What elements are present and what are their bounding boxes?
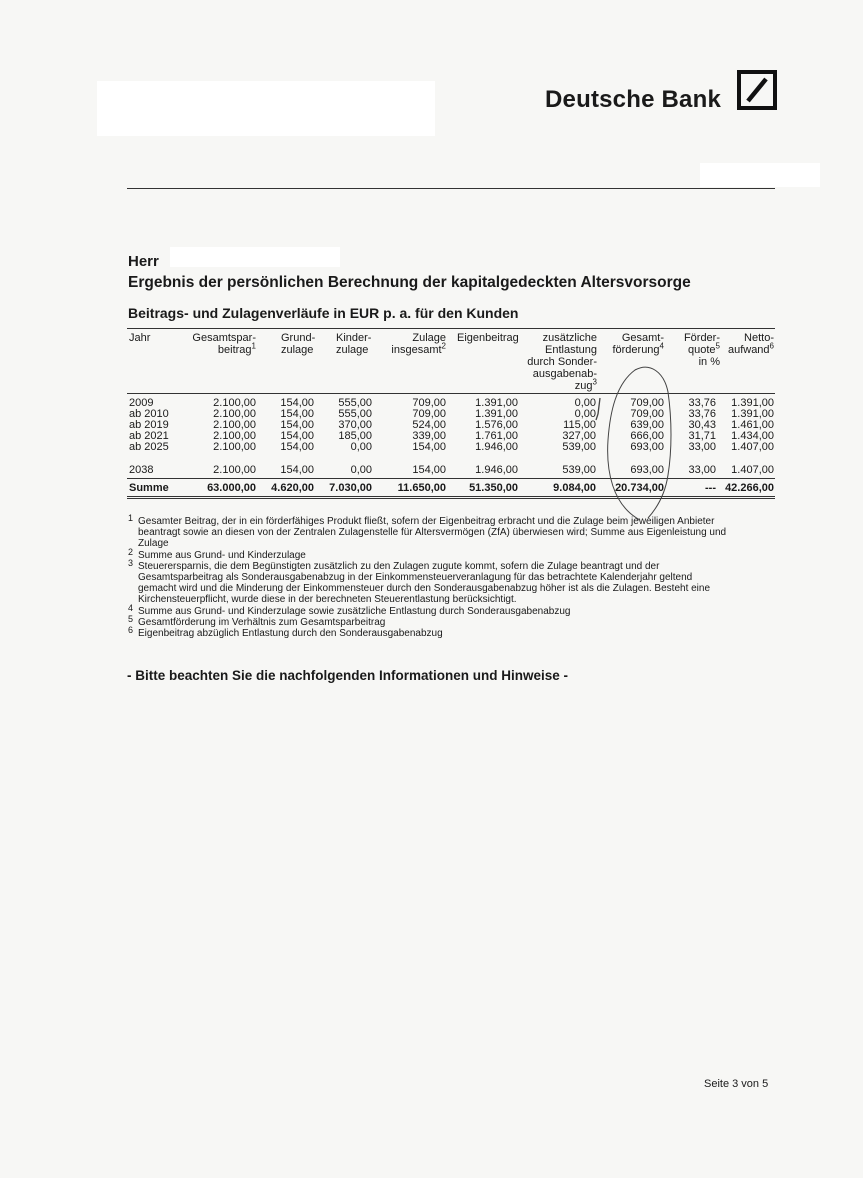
cell-gesamtfoerderung: 709,00	[630, 397, 664, 409]
header-eigenbeitrag: Eigenbeitrag	[457, 332, 519, 344]
cell-entlastung: 9.084,00	[553, 482, 596, 494]
header-jahr: Jahr	[129, 332, 151, 344]
header-text: durch Sonder-	[527, 356, 597, 368]
footnote-ref: 3	[592, 377, 597, 387]
cell-nettoaufwand: 1.461,00	[731, 419, 774, 431]
cell-zulage-insgesamt: 709,00	[412, 397, 446, 409]
cell-zulage-insgesamt: 154,00	[412, 464, 446, 476]
table-subtitle: Beitrags- und Zulagenverläufe in EUR p. a. für den Kunden	[128, 305, 519, 321]
footnote-ref: 6	[769, 341, 774, 351]
cell-kinderzulage: 7.030,00	[329, 482, 372, 494]
footnote-text: beantragt sowie an diesen von der Zentralen Zulagenstelle für Altersvermögen (ZfA) überwiesen wird; Summe aus Eigenleistung und	[138, 527, 727, 538]
cell-jahr: Summe	[129, 482, 169, 494]
page-number: Seite 3 von 5	[704, 1078, 769, 1090]
cell-entlastung: 0,00	[574, 397, 596, 409]
cell-grundzulage: 154,00	[280, 408, 314, 420]
salutation: Herr	[128, 253, 159, 270]
footnote-number: 5	[128, 614, 134, 624]
cell-eigenbeitrag: 1.391,00	[475, 397, 518, 409]
cell-gesamtsparbeitrag: 2.100,00	[213, 397, 256, 409]
header-text: beitrag	[217, 344, 252, 356]
cell-jahr: ab 2025	[129, 441, 169, 453]
footnote-ref: 1	[251, 341, 256, 351]
cell-kinderzulage: 555,00	[338, 408, 372, 420]
cell-gesamtsparbeitrag: 2.100,00	[213, 419, 256, 431]
cell-gesamtsparbeitrag: 2.100,00	[213, 430, 256, 442]
header-text: Förder-	[683, 332, 720, 344]
footnote-number: 1	[128, 513, 134, 523]
cell-eigenbeitrag: 51.350,00	[469, 482, 518, 494]
footnote-text: gemacht wird und die Minderung der Einkommensteuer durch den Sonderausgabenabzug höher ist als die Zulagen. Besteht eine	[138, 583, 711, 594]
cell-foerderquote: 33,00	[688, 464, 716, 476]
header-text: Gesamtspar-	[192, 332, 256, 344]
cell-kinderzulage: 0,00	[350, 441, 372, 453]
header-text: förderung	[612, 344, 660, 356]
cell-eigenbeitrag: 1.576,00	[475, 419, 518, 431]
header-text: Kinder-	[336, 332, 372, 344]
cell-nettoaufwand: 1.391,00	[731, 397, 774, 409]
brand-name: Deutsche Bank	[545, 86, 721, 113]
cell-foerderquote: 30,43	[688, 419, 716, 431]
footnote-text: Zulage	[138, 538, 169, 549]
cell-zulage-insgesamt: 524,00	[412, 419, 446, 431]
footnote-text: Gesamter Beitrag, der in ein förderfähiges Produkt fließt, sofern der Eigenbeitrag erbracht und die Zulage beim jeweiligen Anbieter	[138, 516, 715, 527]
header-text: Zulage	[412, 332, 446, 344]
cell-nettoaufwand: 42.266,00	[725, 482, 774, 494]
cell-gesamtfoerderung: 20.734,00	[615, 482, 664, 494]
cell-nettoaufwand: 1.407,00	[731, 441, 774, 453]
cell-kinderzulage: 370,00	[338, 419, 372, 431]
cell-kinderzulage: 0,00	[350, 464, 372, 476]
header-text: Entlastung	[545, 344, 597, 356]
cell-nettoaufwand: 1.407,00	[731, 464, 774, 476]
cell-gesamtfoerderung: 639,00	[630, 419, 664, 431]
footnote-number: 6	[128, 625, 134, 635]
footnote-text: Summe aus Grund- und Kinderzulage	[138, 550, 306, 561]
cell-jahr: 2009	[129, 397, 154, 409]
cell-gesamtsparbeitrag: 2.100,00	[213, 408, 256, 420]
header-text: zusätzliche	[542, 332, 597, 344]
cell-zulage-insgesamt: 339,00	[412, 430, 446, 442]
footnote-ref: 4	[659, 341, 664, 351]
cell-gesamtsparbeitrag: 63.000,00	[207, 482, 256, 494]
cell-jahr: ab 2010	[129, 408, 169, 420]
cell-gesamtsparbeitrag: 2.100,00	[213, 441, 256, 453]
header-text: zug	[574, 380, 593, 392]
cell-kinderzulage: 185,00	[338, 430, 372, 442]
cell-jahr: ab 2019	[129, 419, 169, 431]
cell-gesamtsparbeitrag: 2.100,00	[213, 464, 256, 476]
cell-gesamtfoerderung: 693,00	[630, 464, 664, 476]
cell-entlastung: 539,00	[562, 464, 596, 476]
footnote-number: 2	[128, 547, 134, 557]
header-text: insgesamt	[391, 344, 442, 356]
footnote-number: 4	[128, 603, 134, 613]
cell-entlastung: 539,00	[562, 441, 596, 453]
header-text: Gesamt-	[621, 332, 664, 344]
cell-foerderquote: 33,00	[688, 441, 716, 453]
pen-tick-mark	[596, 398, 600, 420]
cell-grundzulage: 4.620,00	[271, 482, 314, 494]
cell-zulage-insgesamt: 154,00	[412, 441, 446, 453]
cell-jahr: 2038	[129, 464, 154, 476]
cell-zulage-insgesamt: 11.650,00	[397, 482, 446, 494]
cell-grundzulage: 154,00	[280, 430, 314, 442]
cell-gesamtfoerderung: 693,00	[630, 441, 664, 453]
cell-entlastung: 0,00	[574, 408, 596, 420]
cell-foerderquote: 33,76	[688, 408, 716, 420]
cell-eigenbeitrag: 1.761,00	[475, 430, 518, 442]
header-text: quote	[688, 344, 716, 356]
footnote-number: 3	[128, 558, 134, 568]
pen-circle-mark	[608, 367, 671, 520]
footnote-text: Eigenbeitrag abzüglich Entlastung durch den Sonderausgabenabzug	[138, 628, 443, 639]
cell-grundzulage: 154,00	[280, 397, 314, 409]
cell-zulage-insgesamt: 709,00	[412, 408, 446, 420]
cell-nettoaufwand: 1.434,00	[731, 430, 774, 442]
cell-gesamtfoerderung: 709,00	[630, 408, 664, 420]
footnote-text: Gesamtsparbeitrag als Sonderausgabenabzug in der Einkommensteuerveranlagung für das betrachtete Kalenderjahr geltend	[138, 572, 693, 583]
cell-eigenbeitrag: 1.946,00	[475, 464, 518, 476]
cell-entlastung: 115,00	[563, 419, 596, 431]
footnote-ref: 5	[715, 341, 720, 351]
page-title: Ergebnis der persönlichen Berechnung der kapitalgedeckten Altersvorsorge	[128, 274, 691, 291]
cell-grundzulage: 154,00	[280, 441, 314, 453]
cell-foerderquote: ---	[705, 482, 716, 494]
header-text: zulage	[281, 344, 314, 356]
cell-jahr: ab 2021	[129, 430, 169, 442]
cell-nettoaufwand: 1.391,00	[731, 408, 774, 420]
footnote-text: Kirchensteuerpflicht, wurde diese in der berechneten Steuerentlastung berücksichtigt.	[138, 594, 517, 605]
cell-eigenbeitrag: 1.946,00	[475, 441, 518, 453]
cell-grundzulage: 154,00	[280, 419, 314, 431]
cell-eigenbeitrag: 1.391,00	[475, 408, 518, 420]
header-text: aufwand	[727, 344, 770, 356]
header-text: Netto-	[744, 332, 774, 344]
header-text: ausgabenab-	[532, 368, 597, 380]
cell-grundzulage: 154,00	[280, 464, 314, 476]
header-text: zulage	[336, 344, 369, 356]
footnote-ref: 2	[441, 341, 446, 351]
cell-foerderquote: 33,76	[688, 397, 716, 409]
header-text: Grund-	[281, 332, 316, 344]
cell-entlastung: 327,00	[562, 430, 596, 442]
cell-foerderquote: 31,71	[688, 430, 716, 442]
footnote-text: Steuerersparnis, die dem Begünstigten zusätzlich zu den Zulagen zugute kommt, sofern die Zulage beantragt und der	[138, 561, 660, 572]
footnote-text: Summe aus Grund- und Kinderzulage sowie zusätzliche Entlastung durch Sonderausgabenabzug	[138, 606, 571, 617]
cell-kinderzulage: 555,00	[338, 397, 372, 409]
header-text: in %	[698, 356, 720, 368]
footnote-text: Gesamtförderung im Verhältnis zum Gesamtsparbeitrag	[138, 617, 386, 628]
info-note: - Bitte beachten Sie die nachfolgenden Informationen und Hinweise -	[127, 668, 569, 683]
cell-gesamtfoerderung: 666,00	[630, 430, 664, 442]
